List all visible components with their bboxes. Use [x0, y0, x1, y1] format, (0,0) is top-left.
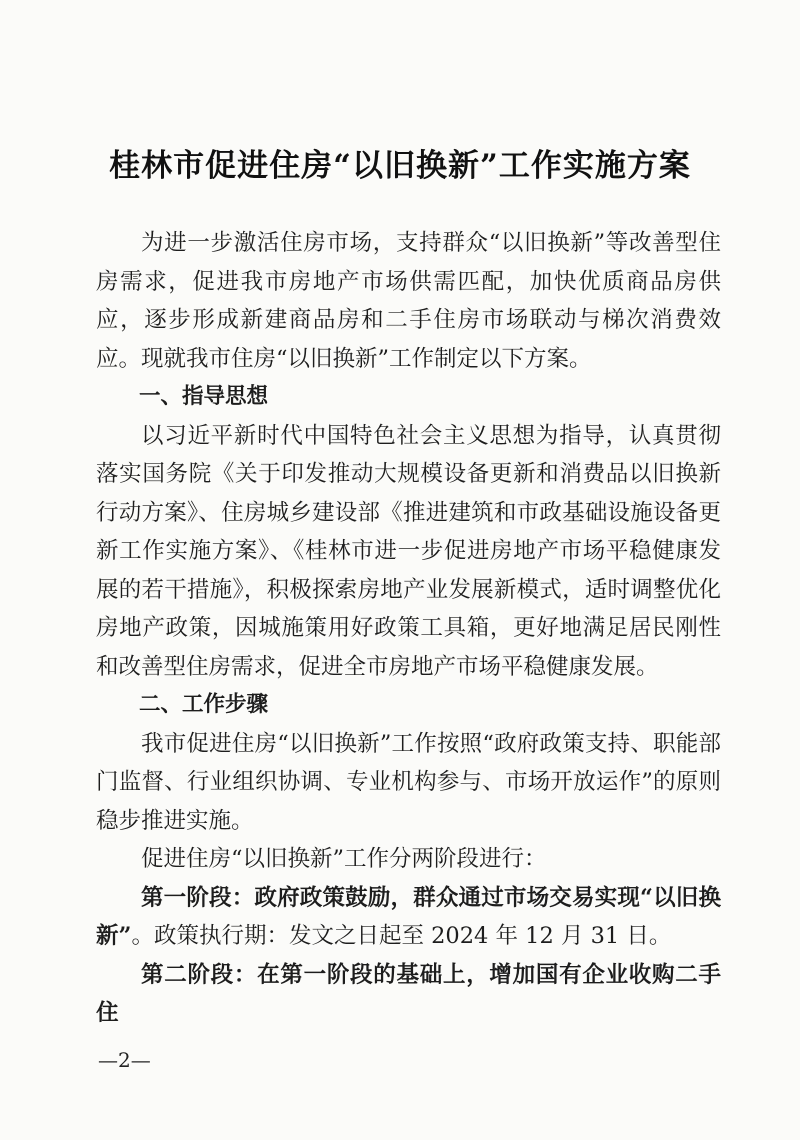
stage1-bold-text: 第一阶段：政府政策鼓励，群众通过市场交易实现“以旧换新”	[96, 884, 721, 949]
intro-paragraph: 为进一步激活住房市场，支持群众“以旧换新”等改善型住房需求，促进我市房地产市场供需匹配，加快优质商品房供应，逐步形成新建商品房和二手住房市场联动与梯次消费效应。现就我市住房“以旧换新”工作制定以下方案。	[96, 230, 721, 372]
stage2-paragraph	[96, 956, 721, 1033]
section-heading-steps: 二、工作步骤	[139, 692, 269, 717]
document-title: 桂林市促进住房“以旧换新”工作实施方案	[109, 148, 691, 184]
section-heading-guiding: 一、指导思想	[139, 384, 269, 409]
steps-paragraph: 我市促进住房“以旧换新”工作按照“政府政策支持、职能部门监督、行业组织协调、专业机构参与、市场开放运作”的原则稳步推进实施。	[96, 730, 721, 834]
stage1-rest-text: 。政策执行期：发文之日起至 2024 年 12 月 31 日。	[131, 923, 672, 949]
page-number: —2—	[98, 1048, 151, 1072]
stage1-paragraph	[96, 879, 721, 956]
two-stages-paragraph: 促进住房“以旧换新”工作分两阶段进行：	[141, 846, 547, 872]
stage2-bold-text: 第二阶段：在第一阶段的基础上，增加国有企业收购二手住	[96, 961, 721, 1026]
document-body	[96, 224, 721, 1033]
guiding-paragraph: 以习近平新时代中国特色社会主义思想为指导，认真贯彻落实国务院《关于印发推动大规模设备更新和消费品以旧换新行动方案》、住房城乡建设部《推进建筑和市政基础设施设备更新工作实施方案》、《桂林市进一步促进房地产市场平稳健康发展的若干措施》，积极探索房地产业发展新模式，适时调整优化房地产政策，因城施策用好政策工具箱，更好地满足居民刚性和改善型住房需求，促进全市房地产市场平稳健康发展。	[96, 422, 721, 680]
